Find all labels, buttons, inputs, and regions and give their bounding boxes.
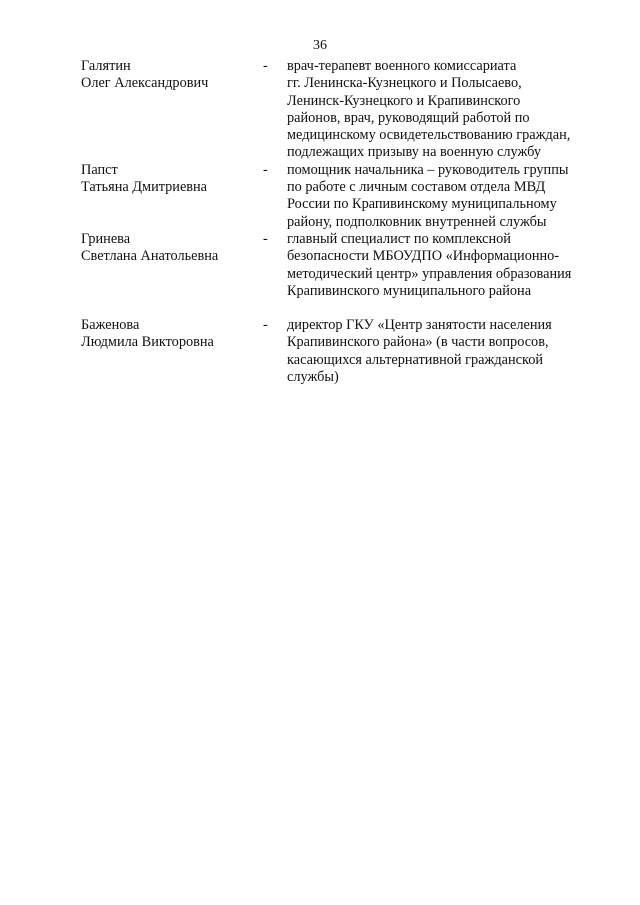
member-position bbox=[287, 317, 595, 386]
member-name bbox=[81, 162, 263, 231]
member-given-names: Людмила Викторовна bbox=[81, 334, 214, 351]
member-position bbox=[287, 58, 595, 162]
position-line: службы) bbox=[287, 369, 339, 386]
position-line: медицинскому освидетельствованию граждан, bbox=[287, 127, 571, 144]
member-name bbox=[81, 58, 263, 162]
position-line: касающихся альтернативной гражданской bbox=[287, 351, 544, 368]
position-line: по работе с личным составом отдела МВД bbox=[287, 179, 546, 196]
position-line: гг. Ленинска-Кузнецкого и Полысаево, bbox=[287, 75, 522, 92]
position-line: главный специалист по комплексной bbox=[287, 230, 511, 247]
entry-dash: - bbox=[263, 58, 268, 74]
member-surname: Баженова bbox=[81, 317, 140, 334]
commission-member-list bbox=[81, 58, 601, 386]
member-given-names: Светлана Анатольевна bbox=[81, 248, 219, 265]
member-given-names: Олег Александрович bbox=[81, 75, 209, 92]
member-surname: Гринева bbox=[81, 230, 131, 247]
member-position bbox=[287, 231, 595, 300]
member-name bbox=[81, 317, 263, 386]
position-line: врач-терапевт военного комиссариата bbox=[287, 58, 517, 74]
position-line: Крапивинского района» (в части вопросов, bbox=[287, 334, 549, 351]
position-line: подлежащих призыву на военную службу bbox=[287, 144, 542, 161]
page-number: 36 bbox=[313, 38, 327, 53]
member-given-names: Татьяна Дмитриевна bbox=[81, 179, 208, 196]
position-line: Ленинск-Кузнецкого и Крапивинского bbox=[287, 92, 521, 109]
member-surname: Папст bbox=[81, 161, 118, 178]
position-line: методический центр» управления образования bbox=[287, 265, 572, 282]
entry-dash: - bbox=[263, 161, 268, 178]
position-line: директор ГКУ «Центр занятости населения bbox=[287, 317, 552, 334]
member-entry bbox=[81, 162, 601, 231]
entry-dash: - bbox=[263, 317, 268, 334]
position-line: безопасности МБОУДПО «Информационно- bbox=[287, 248, 560, 265]
member-entry bbox=[81, 231, 601, 300]
position-line: району, подполковник внутренней службы bbox=[287, 213, 547, 230]
entry-dash: - bbox=[263, 230, 268, 247]
position-line: помощник начальника – руководитель группы bbox=[287, 161, 569, 178]
position-line: районов, врач, руководящий работой по bbox=[287, 109, 530, 126]
position-line: Крапивинского муниципального района bbox=[287, 282, 532, 299]
position-line: России по Крапивинскому муниципальному bbox=[287, 196, 557, 213]
member-position bbox=[287, 162, 595, 231]
member-entry bbox=[81, 58, 601, 162]
member-name bbox=[81, 231, 263, 300]
member-entry bbox=[81, 317, 601, 386]
member-surname: Галятин bbox=[81, 58, 131, 74]
